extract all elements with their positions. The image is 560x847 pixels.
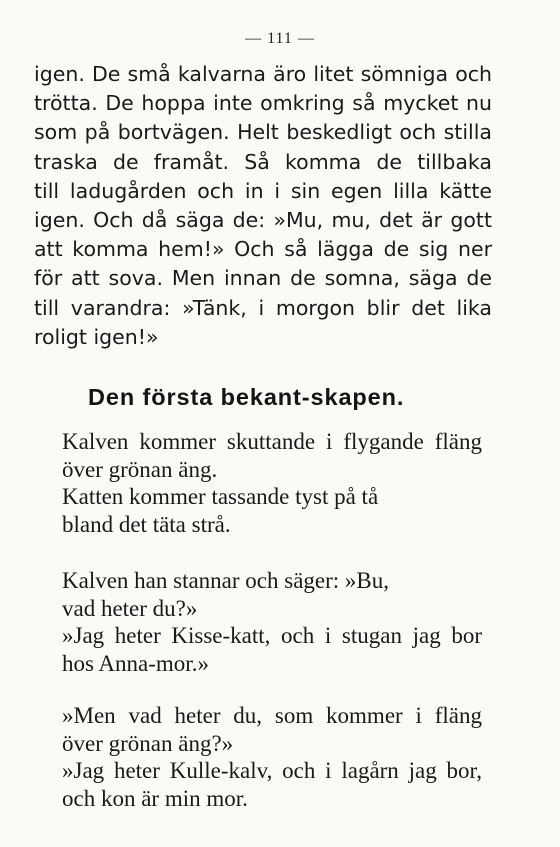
verse-line: »Jag heter Kulle-kalv, och i lagårn jag bor, <box>62 758 482 783</box>
verse-line: Kalven kommer skuttande i flygande fläng <box>62 429 482 454</box>
prose-line: igen. De små kalvarna äro litet sömniga och <box>34 62 492 86</box>
page-number: — 111 — <box>245 30 315 47</box>
prose-paragraph <box>34 60 492 352</box>
verse-line: Katten kommer tassande tyst på tå <box>62 484 379 509</box>
prose-line: igen. Och då säga de: »Mu, mu, det är gott <box>34 208 492 233</box>
verse-line: över grönan äng. <box>62 456 218 482</box>
verse-line: »Men vad heter du, som kommer i fläng <box>62 703 482 728</box>
prose-line: för att sova. Men innan de somna, säga de <box>34 266 492 291</box>
verse-stanza <box>62 702 482 812</box>
prose-line: traska de framåt. Så komma de tillbaka <box>34 149 492 174</box>
prose-line: som på bortvägen. Helt beskedligt och stilla <box>34 120 492 145</box>
verse-stanza <box>62 567 482 677</box>
verse-line: bland det täta strå. <box>62 511 231 537</box>
verse-line: »Jag heter Kisse-katt, och i stugan jag bor <box>62 623 482 648</box>
section-heading: Den första bekant-skapen. <box>88 384 405 410</box>
prose-line: trötta. De hoppa inte omkring så mycket nu <box>34 91 492 116</box>
verse-line: hos Anna-mor.» <box>62 650 209 676</box>
prose-line: att komma hem!» Och så lägga de sig ner <box>34 237 492 262</box>
verse-line: Kalven han stannar och säger: »Bu, <box>62 568 390 593</box>
verse-line: och kon är min mor. <box>62 785 248 811</box>
verse-line: vad heter du?» <box>62 595 198 621</box>
verse-line: över grönan äng?» <box>62 730 234 756</box>
prose-line: roligt igen!» <box>34 324 159 349</box>
prose-line: till varandra: »Tänk, i morgon blir det lika <box>34 295 492 320</box>
verse-stanza <box>62 428 482 538</box>
prose-line: till ladugården och in i sin egen lilla kätte <box>34 178 492 203</box>
